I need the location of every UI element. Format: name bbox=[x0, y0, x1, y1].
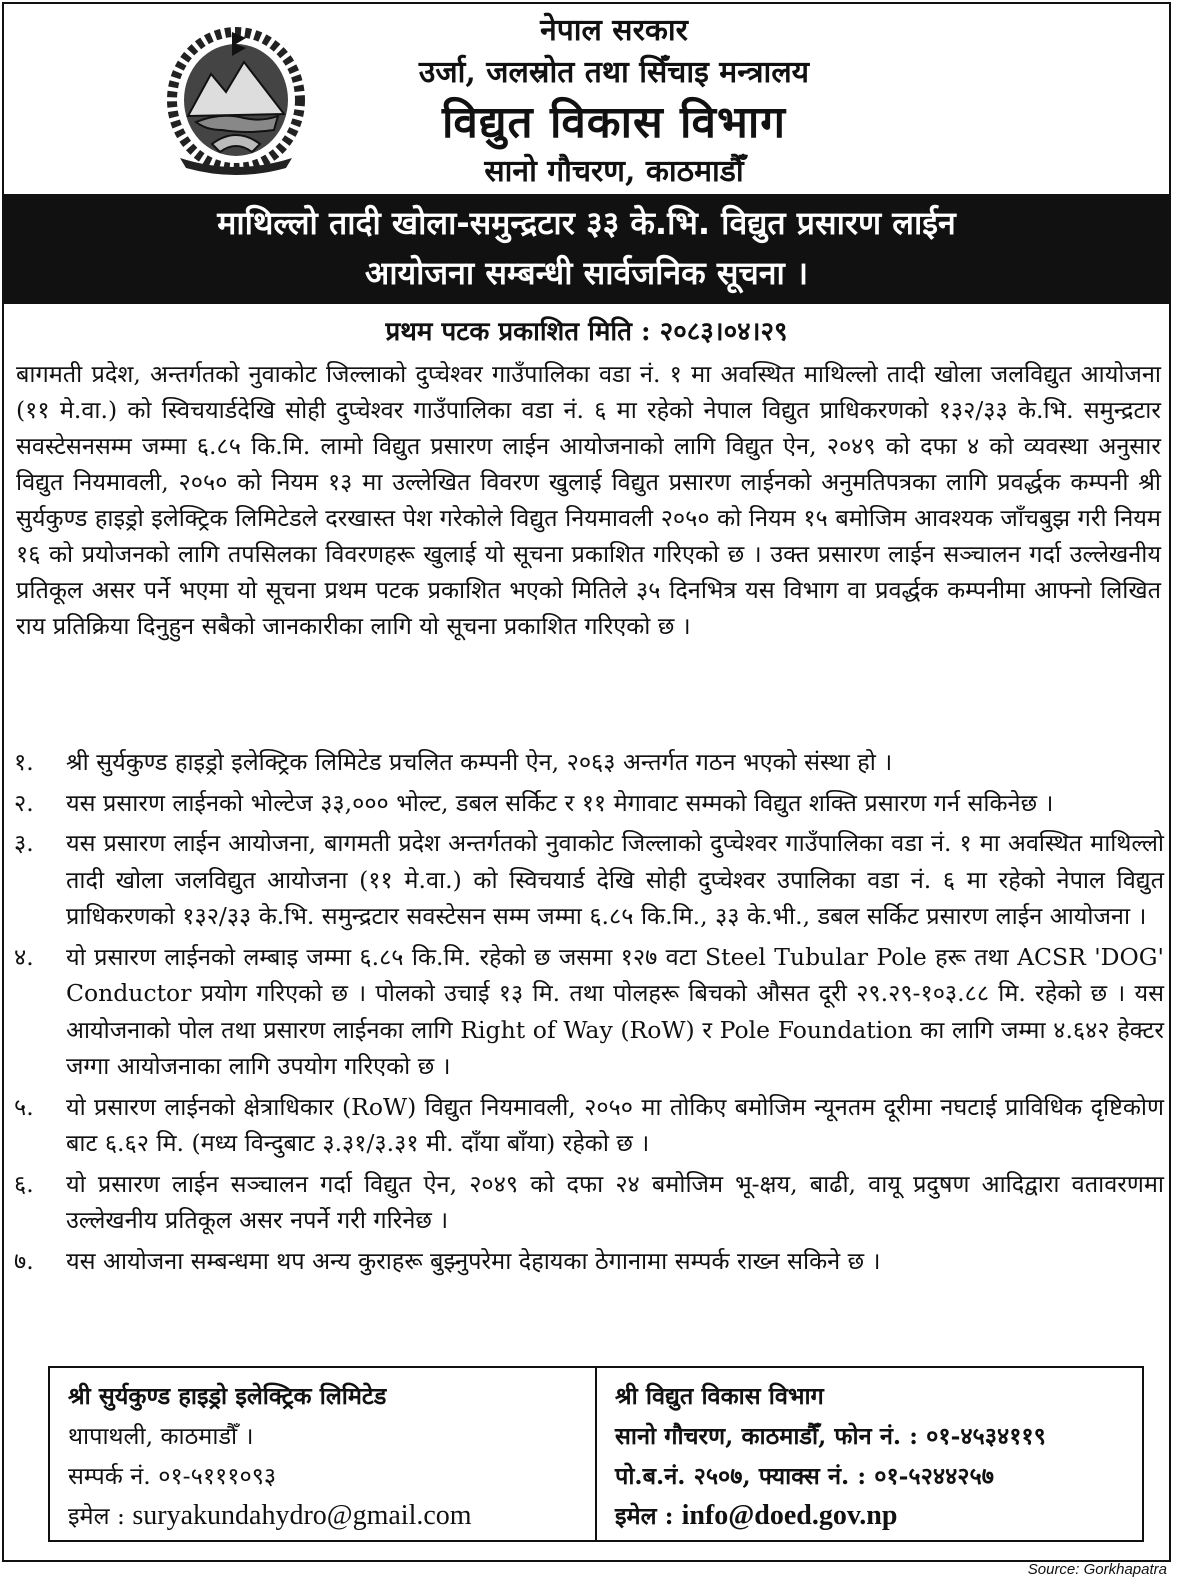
notice-header bbox=[4, 4, 1169, 194]
item-number: ६. bbox=[14, 1169, 34, 1198]
item-text: यो प्रसारण लाईन सञ्चालन गर्दा विद्युत ऐन, २०४९ को दफा २४ बमोजिम भू-क्षय, बाढी, वायू प्रदुषण आदिद्वारा वतावरणमा उल्लेखनीय प्रतिकूल असर नपर्ने गरी गरिनेछ । bbox=[66, 1169, 1164, 1234]
header-line-1: नेपाल सरकार bbox=[540, 13, 688, 48]
list-item bbox=[14, 744, 1164, 781]
header-line-2: उर्जा, जलस्रोत तथा सिँचाइ मन्त्रालय bbox=[418, 55, 810, 90]
item-number: ७. bbox=[14, 1246, 34, 1275]
contact-department bbox=[595, 1368, 1142, 1540]
department-email-link[interactable]: info@doed.gov.np bbox=[681, 1500, 898, 1531]
item-text: श्री सुर्यकुण्ड हाइड्रो इलेक्ट्रिक लिमिटेड प्रचलित कम्पनी ऐन, २०६३ अन्तर्गत गठन भएको संस्था हो । bbox=[66, 748, 893, 776]
source-credit: Source: Gorkhapatra bbox=[1027, 1561, 1167, 1578]
list-item bbox=[14, 939, 1164, 1085]
item-number: ५. bbox=[14, 1092, 34, 1121]
company-email-link[interactable]: suryakundahydro@gmail.com bbox=[132, 1500, 472, 1531]
company-email-row bbox=[68, 1496, 577, 1536]
notice-items bbox=[14, 744, 1164, 1283]
department-po-fax: पो.ब.नं. २५०७, फ्याक्स नं. : ०१-५२४४२५७ bbox=[615, 1462, 994, 1490]
item-number: २. bbox=[14, 788, 34, 817]
department-name: श्री विद्युत विकास विभाग bbox=[615, 1382, 824, 1410]
department-email-label: इमेल : bbox=[615, 1502, 682, 1530]
company-name: श्री सुर्यकुण्ड हाइड्रो इलेक्ट्रिक लिमिटेड bbox=[68, 1382, 387, 1410]
list-item bbox=[14, 1243, 1164, 1280]
list-item bbox=[14, 785, 1164, 822]
item-number: १. bbox=[14, 748, 34, 776]
item-number: ४. bbox=[14, 942, 34, 971]
item-text: यस प्रसारण लाईन आयोजना, बागमती प्रदेश अन्तर्गतको नुवाकोट जिल्लाको दुप्चेश्वर गाउँपालिका वडा नं. १ मा अवस्थित माथिल्लो तादी खोला जलविद्युत आयोजना (११ मे.वा.) को स्विचयार्ड देखि सोही दुप्चेश्वर उपालिका वडा नं. ६ मा रहेको नेपाल विद्युत प्राधिकरणको १३२/३३ के.भि. समुन्द्रटार सवस्टेसन सम्म जम्मा ६.८५ कि.मि., ३३ के.भी., डबल सर्किट प्रसारण लाईन आयोजना । bbox=[66, 829, 1164, 930]
list-item bbox=[14, 1089, 1164, 1162]
company-address: थापाथली, काठमाडौँ । bbox=[68, 1422, 254, 1450]
nepal-emblem-icon bbox=[166, 26, 306, 176]
department-address-phone: सानो गौचरण, काठमाडौँ, फोन नं. : ०१-४५३४११९ bbox=[615, 1422, 1046, 1450]
publication-date: प्रथम पटक प्रकाशित मिति : २०८३।०४।२९ bbox=[385, 317, 788, 347]
title-band bbox=[4, 194, 1169, 304]
contact-table bbox=[48, 1366, 1144, 1542]
company-email-label: इमेल : bbox=[68, 1502, 133, 1530]
title-line-2: आयोजना सम्बन्धी सार्वजनिक सूचना । bbox=[364, 254, 809, 292]
item-number: ३. bbox=[14, 829, 34, 857]
contact-company bbox=[50, 1368, 595, 1540]
item-text: यस प्रसारण लाईनको भोल्टेज ३३,००० भोल्ट, डबल सर्किट र ११ मेगावाट सम्मको विद्युत शक्ति प्रसारण गर्न सकिनेछ । bbox=[66, 788, 1054, 817]
company-phone: सम्पर्क नं. ०१-५१११०९३ bbox=[68, 1462, 277, 1490]
title-line-1: माथिल्लो तादी खोला-समुन्द्रटार ३३ के.भि. विद्युत प्रसारण लाईन bbox=[217, 204, 956, 242]
header-line-3: विद्युत विकास विभाग bbox=[441, 97, 787, 148]
department-email-row bbox=[615, 1496, 1124, 1536]
item-text: यो प्रसारण लाईनको लम्बाइ जम्मा ६.८५ कि.मि. रहेको छ जसमा १२७ वटा Steel Tubular Pole हरू तथा ACSR 'DOG' Conductor प्रयोग गरिएको छ । पोलको उचाई १३ मि. तथा पोलहरू बिचको औसत दूरी २९.२९-१०३.८८ मि. रहेको छ । यस आयोजनाको पोल तथा प्रसारण लाईनका लागि Right of Way (RoW) र Pole Foundation का लागि जम्मा ४.६४२ हेक्टर जग्गा आयोजनाका लागि उपयोग गरिएको छ । bbox=[66, 942, 1164, 1080]
item-text: यस आयोजना सम्बन्धमा थप अन्य कुराहरू बुझ्नुपरेमा देहायका ठेगानामा सम्पर्क राख्न सकिने छ । bbox=[66, 1246, 881, 1275]
item-text: यो प्रसारण लाईनको क्षेत्राधिकार (RoW) विद्युत नियमावली, २०५० मा तोकिए बमोजिम न्यूनतम दूरीमा नघटाई प्राविधिक दृष्टिकोण बाट ६.६२ मि. (मध्य विन्दुबाट ३.३१/३.३१ मी. दाँया बाँया) रहेको छ । bbox=[66, 1092, 1164, 1157]
intro-paragraph: बागमती प्रदेश, अन्तर्गतको नुवाकोट जिल्लाको दुप्चेश्वर गाउँपालिका वडा नं. १ मा अवस्थित माथिल्लो तादी खोला जलविद्युत आयोजना (११ मे.वा.) को स्विचयार्डदेखि सोही दुप्चेश्वर गाउँपालिका वडा नं. ६ मा रहेको नेपाल विद्युत प्राधिकरणको १३२/३३ के.भि. समुन्द्रटार सवस्टेसनसम्म जम्मा ६.८५ कि.मि. लामो विद्युत प्रसारण लाईन आयोजनाको लागि विद्युत ऐन, २०४९ को दफा ४ को व्यवस्था अनुसार विद्युत नियमावली, २०५० को नियम १३ मा उल्लेखित विवरण खुलाई विद्युत प्रसारण लाईनको अनुमतिपत्रका लागि प्रवर्द्धक कम्पनी श्री सुर्यकुण्ड हाइड्रो इलेक्ट्रिक लिमिटेडले दरखास्त पेश गरेकोले विद्युत नियमावली २०५० को नियम १५ बमोजिम आवश्यक जाँचबुझ गरी नियम १६ को प्रयोजनको लागि तपसिलका विवरणहरू खुलाई यो सूचना प्रकाशित गरिएको छ । उक्त प्रसारण लाईन सञ्चालन गर्दा उल्लेखनीय प्रतिकूल असर पर्ने भएमा यो सूचना प्रथम पटक प्रकाशित भएको मितिले ३५ दिनभित्र यस विभाग वा प्रवर्द्धक कम्पनीमा आफ्नो लिखित राय प्रतिक्रिया दिनुहुन सबैको जानकारीका लागि यो सूचना प्रकाशित गरिएको छ । bbox=[16, 360, 1161, 640]
list-item bbox=[14, 1166, 1164, 1239]
header-line-4: सानो गौचरण, काठमाडौँ bbox=[484, 154, 744, 189]
list-item bbox=[14, 825, 1164, 935]
notice-frame bbox=[2, 2, 1171, 1562]
